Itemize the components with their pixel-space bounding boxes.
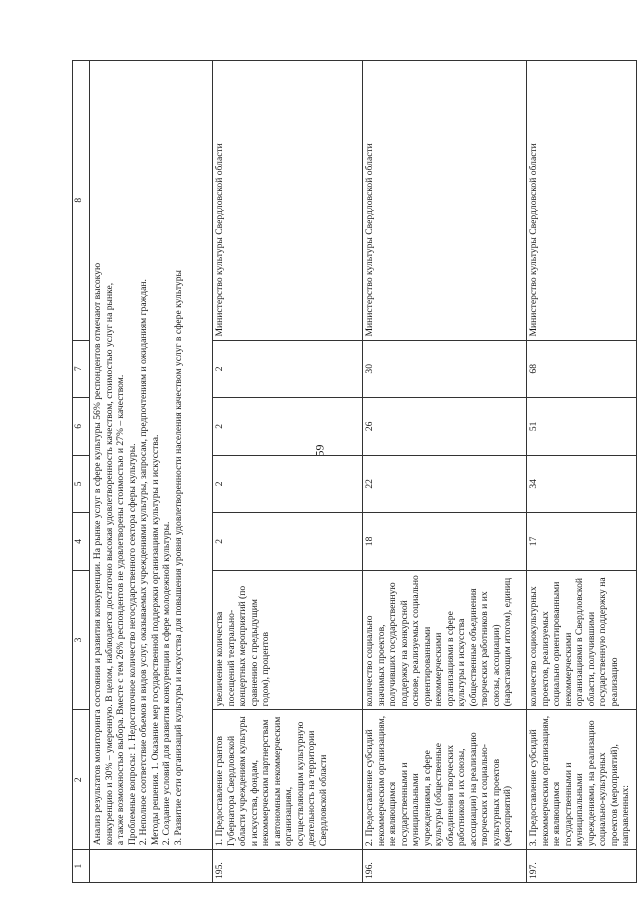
- value-cell: 2: [213, 513, 363, 571]
- measure-cell: 1. Предоставление грантов Губернатора Свердловской области учреждениям культуры и искусства, фондам, некоммерческим партнерствам и автономным некоммерческим организациям, осуществляющим культурную деятельность на территории Свердловской области: [213, 710, 363, 850]
- summary-empty-cell: [90, 850, 213, 883]
- column-number-cell: 7: [73, 340, 90, 398]
- value-cell: 26: [363, 398, 527, 456]
- summary-line: Проблемные вопросы: 1. Недостаточное количество негосударственного сектора сферы культуры.: [126, 443, 138, 846]
- value-cell: 51: [527, 398, 637, 456]
- value-cell: 18: [363, 513, 527, 571]
- indicator-cell: количество социально значимых проектов, получивших государственную поддержку на конкурсной основе, реализуемых социально ориентированными некоммерческими организациями в сфере культуры и искусства (общественные объединения творческих работников и их союзы, ассоциации) (нарастающим итогом), единиц: [363, 570, 527, 710]
- summary-line: Анализ результатов мониторинга состояния и развития конкуренции. На рынке услуг в сфере культуры 56% респондентов отмечают высокую: [92, 262, 103, 846]
- measure-cell: 2. Предоставление субсидий некоммерческим организациям, не являющимся государственными и муниципальными учреждениями, в сфере культуры (общественные объединения творческих работников и их союзы, ассоциации) на реализацию творческих и социально-культурных проектов (мероприятий): [363, 710, 527, 850]
- row-number: 195.: [213, 850, 363, 883]
- value-cell: 68: [527, 340, 637, 398]
- column-number-cell: 6: [73, 398, 90, 456]
- summary-line: Методы решения. 1. Оказание мер государственной поддержки организациям культуры и искусства.: [149, 434, 161, 846]
- column-number-cell: 2: [73, 710, 90, 850]
- measure-cell: 3. Предоставление субсидий некоммерческим организациям, не являющимся государственными и муниципальными учреждениями, на реализацию социально-культурных проектов (мероприятий), направленных:: [527, 710, 637, 850]
- column-number-cell: 4: [73, 513, 90, 571]
- executor-cell: Министерство культуры Свердловской области: [213, 61, 363, 341]
- table-container: [72, 60, 632, 883]
- column-number-row: [73, 61, 90, 883]
- value-cell: 2: [213, 340, 363, 398]
- value-cell: 22: [363, 455, 527, 513]
- summary-line: 2. Создание условий для развития конкуренции в сфере молодежной культуры.: [161, 521, 172, 846]
- column-number-cell: 8: [73, 61, 90, 341]
- table-row: [213, 61, 363, 883]
- page-number: 59: [312, 444, 327, 457]
- value-cell: 30: [363, 340, 527, 398]
- row-number: 197.: [527, 850, 637, 883]
- column-number-cell: 3: [73, 570, 90, 710]
- value-cell: 17: [527, 513, 637, 571]
- indicator-cell: количество социокультурных проектов, реализуемых социально ориентированными некоммерческими организациями в Свердловской области, получившими государственную поддержку на реализацию: [527, 570, 637, 710]
- column-number-cell: 5: [73, 455, 90, 513]
- measures-table: [72, 60, 637, 883]
- summary-cell: [90, 61, 213, 850]
- summary-line: конкуренцию и 30% – умеренную. В целом, наблюдается достаточно высокая удовлетворенность качеством, стоимостью услуг на рынке,: [103, 282, 115, 846]
- value-cell: 2: [213, 398, 363, 456]
- summary-line: а также возможностью выбора. Вместе с тем 26% респондентов не удовлетворены стоимостью и 27% – качеством.: [115, 374, 126, 846]
- table-row: [363, 61, 527, 883]
- summary-line: 3. Развитие сети организаций культуры и искусства для повышения уровня удовлетворенности населения качеством услуг в сфере культуры: [172, 270, 184, 846]
- executor-cell: Министерство культуры Свердловской области: [363, 61, 527, 341]
- column-number-cell: 1: [73, 850, 90, 883]
- value-cell: 2: [213, 455, 363, 513]
- summary-line: 2. Неполное соответствие объемов и видов услуг, оказываемых учреждениями культуры, запросам, предпочтениям и ожиданиям граждан.: [138, 279, 149, 846]
- summary-row: [90, 61, 213, 883]
- executor-cell: Министерство культуры Свердловской области: [527, 61, 637, 341]
- value-cell: 34: [527, 455, 637, 513]
- table-row: [527, 61, 637, 883]
- indicator-cell: увеличение количества посещений театрально-концертных мероприятий (по сравнению с предыдущим годом), процентов: [213, 570, 363, 710]
- row-number: 196.: [363, 850, 527, 883]
